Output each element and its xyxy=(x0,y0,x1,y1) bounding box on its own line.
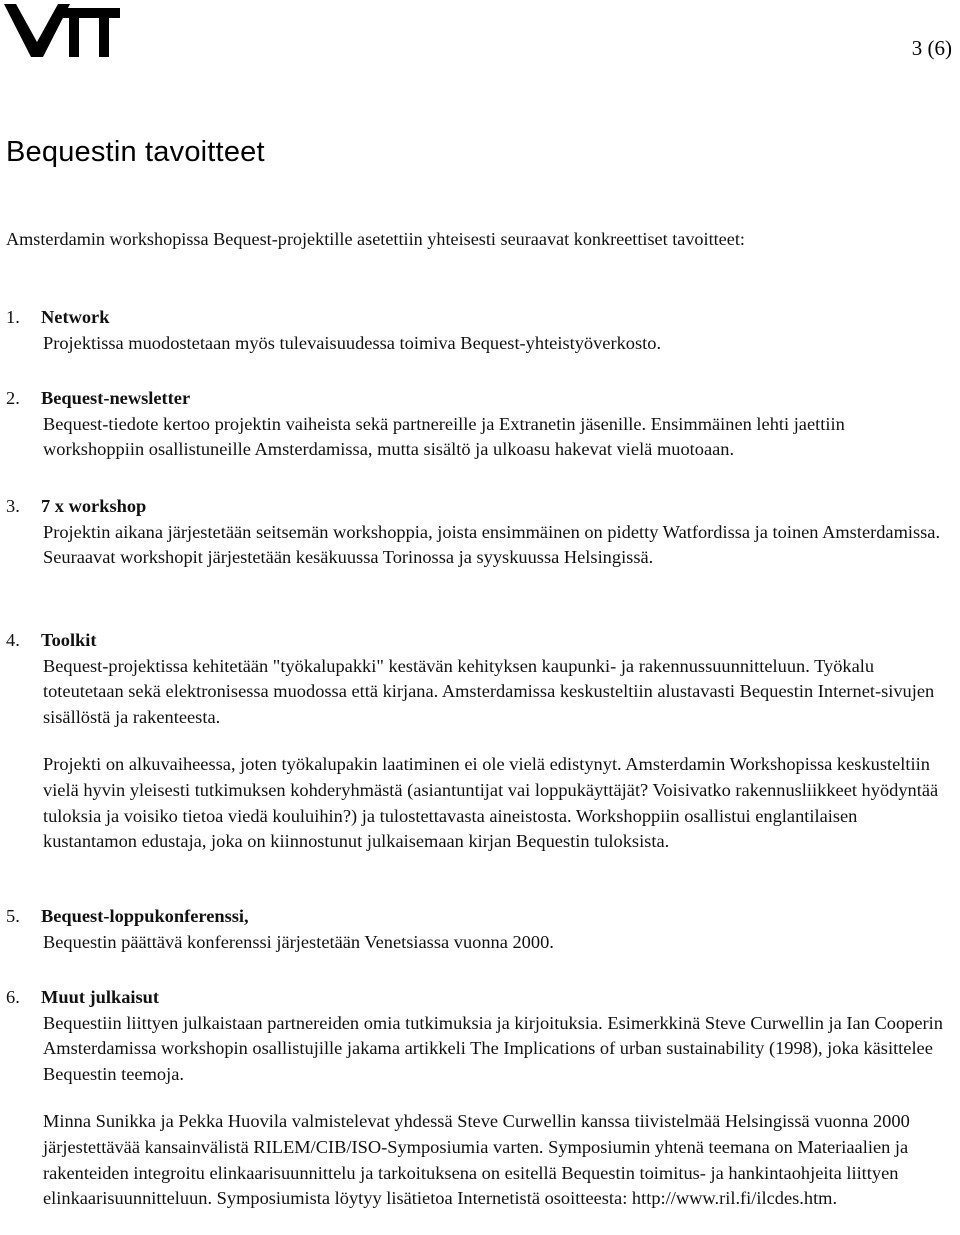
item-paragraph: Minna Sunikka ja Pekka Huovila valmistelevat yhdessä Steve Curwellin kanssa tiivistelmää Helsingissä vuonna 2000 järjestettävää kansainvälistä RILEM/CIB/ISO-Symposiumia varten. Symposiumin yhtenä teemana on Materiaalien ja rakenteiden integroitu elinkaarisuunnittelu ja tarkoituksena on esitellä Bequestin toimitus- ja hankintaohjeita liittyen elinkaarisuunnitteluun. Symposiumista löytyy lisätietoa Internetistä osoitteesta: http://www.ril.fi/ilcdes.htm. xyxy=(43,1111,910,1209)
item-number: 3. xyxy=(6,496,20,516)
page-title: Bequestin tavoitteet xyxy=(6,136,265,168)
item-number: 6. xyxy=(6,987,20,1007)
list-item-publications xyxy=(6,985,946,1212)
intro-paragraph: Amsterdamin workshopissa Bequest-projektille asetettiin yhteisesti seuraavat konkreettiset tavoitteet: xyxy=(6,229,745,249)
list-item-network xyxy=(6,305,946,356)
item-number: 2. xyxy=(6,388,20,408)
item-paragraph: Bequestiin liittyen julkaistaan partnereiden omia tutkimuksia ja kirjoituksia. Esimerkkinä Steve Curwellin ja Ian Cooperin Amsterdamissa workshopin osallistujille jakama artikkeli The Implications of urban sustainability (1998), joka käsittelee Bequestin teemoja. xyxy=(43,1012,943,1084)
item-paragraph: Bequest-projektissa kehitetään "työkalupakki" kestävän kehityksen kaupunki- ja rakennussuunnitteluun. Työkalu toteutetaan sekä elektronisessa muodossa että kirjana. Amsterdamissa keskusteltiin alustavasti Bequestin Internet-sivujen sisällöstä ja rakenteesta. xyxy=(43,655,935,727)
item-paragraph: Bequestin päättävä konferenssi järjestetään Venetsiassa vuonna 2000. xyxy=(43,931,554,952)
item-heading: Network xyxy=(41,307,110,327)
item-paragraph: Bequest-tiedote kertoo projektin vaiheista sekä partnereille ja Extranetin jäsenille. Ensimmäinen lehti jaettiin workshoppiin osallistuneille Amsterdamissa, mutta sisältö ja ulkoasu hakevat vielä muotoaan. xyxy=(43,413,845,460)
item-heading: 7 x workshop xyxy=(41,496,147,516)
list-item-conference xyxy=(6,904,946,955)
item-number: 1. xyxy=(6,307,20,327)
item-heading: Bequest-loppukonferenssi, xyxy=(41,906,249,926)
item-heading: Muut julkaisut xyxy=(41,987,160,1007)
item-heading: Toolkit xyxy=(41,630,97,650)
item-paragraph: Projektin aikana järjestetään seitsemän workshoppia, joista ensimmäinen on pidetty Watfordissa ja toinen Amsterdamissa. Seuraavat workshopit järjestetään kesäkuussa Torinossa ja syyskuussa Helsingissä. xyxy=(43,521,941,568)
item-heading: Bequest-newsletter xyxy=(41,388,191,408)
list-item-workshop xyxy=(6,494,946,571)
list-item-toolkit xyxy=(6,628,946,855)
item-paragraph: Projektissa muodostetaan myös tulevaisuudessa toimiva Bequest-yhteistyöverkosto. xyxy=(43,332,662,353)
vtt-logo-mark xyxy=(4,2,124,62)
item-paragraph: Projekti on alkuvaiheessa, joten työkalupakin laatiminen ei ole vielä edistynyt. Amsterdamin Workshopissa keskusteltiin vielä hyvin yleisesti tutkimuksen kohderyhmästä (asiantuntijat vai loppukäyttäjät? Voisivatko rakennusliikkeet hyödyntää tuloksia ja voisiko tietoa viedä kouluihin?) ja tulostettavasta aineistosta. Workshoppiin osallistui englantilaisen kustantamon edustaja, joka on kiinnostunut julkaisemaan kirjan Bequestin tuloksista. xyxy=(43,754,939,852)
item-number: 4. xyxy=(6,630,20,650)
list-item-newsletter xyxy=(6,386,946,463)
page-number: 3 (6) xyxy=(911,36,952,60)
item-number: 5. xyxy=(6,906,20,926)
vtt-logo xyxy=(4,2,124,67)
